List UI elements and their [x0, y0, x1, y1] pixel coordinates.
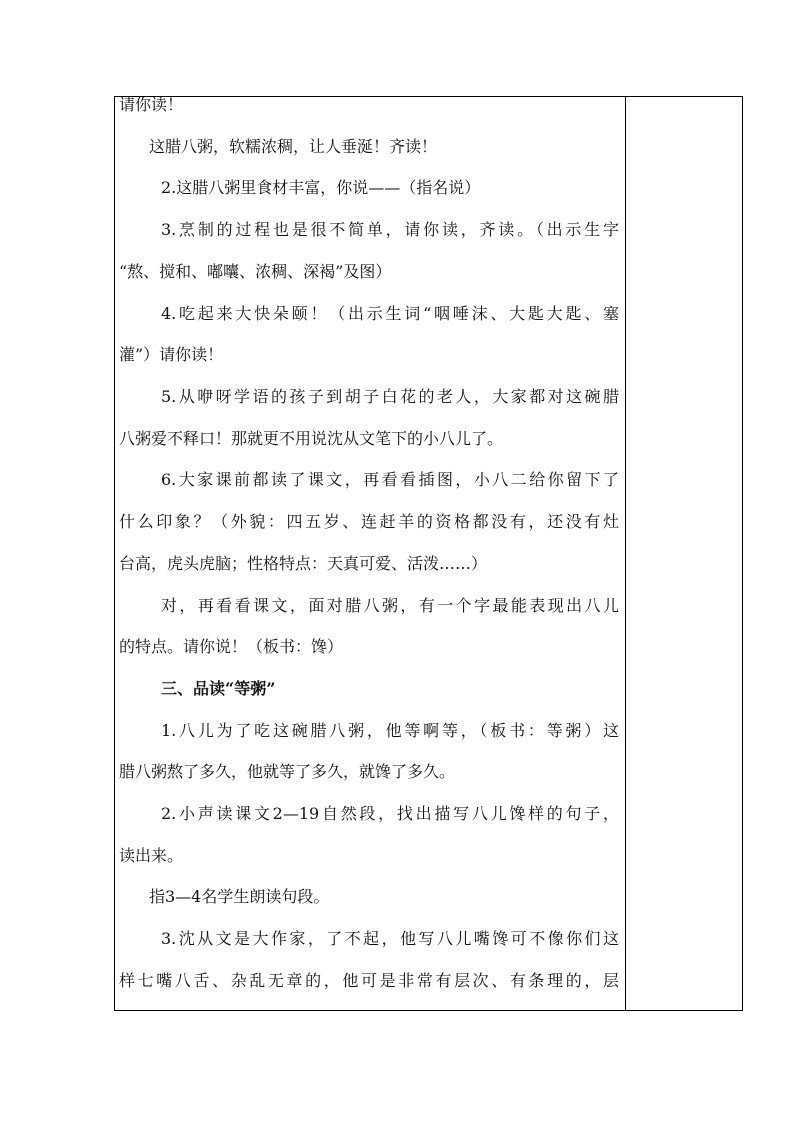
text-line: 什么印象？（外貌：四五岁、连赶羊的资格都没有，还没有灶 — [119, 512, 619, 531]
text-line: 1.八儿为了吃这碗腊八粥，他等啊等，（板书：等粥）这 — [161, 721, 619, 740]
text-line: 3.沈从文是大作家，了不起，他写八儿嘴馋可不像你们这 — [161, 929, 619, 948]
text-line: 台高，虎头虎脑；性格特点：天真可爱、活泼……） — [119, 554, 488, 573]
text-line: “熬、搅和、嘟囔、浓稠、深褐”及图） — [119, 262, 392, 281]
text-line: 2.小声读课文2—19自然段，找出描写八儿馋样的句子， — [161, 804, 619, 823]
text-line: 3.烹制的过程也是很不简单，请你读，齐读。（出示生字 — [161, 220, 619, 239]
text-line: 2.这腊八粥里食材丰富，你说——（指名说） — [161, 178, 481, 197]
text-line: 八粥爱不释口！那就更不用说沈从文笔下的小八儿了。 — [119, 429, 504, 448]
text-line: 对，再看看课文，面对腊八粥，有一个字最能表现出八儿 — [161, 596, 619, 615]
text-line: 样七嘴八舌、杂乱无章的，他可是非常有层次、有条理的，层 — [119, 971, 619, 990]
section-heading: 三、品读“等粥” — [161, 679, 276, 698]
text-line: 请你读！ — [119, 95, 184, 114]
lesson-table — [114, 96, 743, 1011]
lesson-content-cell — [115, 97, 625, 1010]
text-line: 5.从咿呀学语的孩子到胡子白花的老人，大家都对这碗腊 — [161, 387, 619, 406]
text-line: 腊八粥熬了多久，他就等了多久，就馋了多久。 — [119, 762, 456, 781]
text-line: 4.吃起来大快朵颐！（出示生词“咽唾沫、大匙大匙、塞 — [161, 304, 619, 323]
text-line: 指3—4名学生朗读句段。 — [149, 887, 330, 906]
text-line: 6.大家课前都读了课文，再看看插图，小八二给你留下了 — [161, 470, 619, 489]
notes-cell — [626, 97, 742, 1010]
text-line: 灌”）请你读！ — [119, 345, 224, 364]
text-line: 这腊八粥，软糯浓稠，让人垂涎！齐读！ — [149, 137, 438, 156]
text-line: 的特点。请你说！（板书：馋） — [119, 637, 344, 656]
text-line: 读出来。 — [119, 846, 184, 865]
